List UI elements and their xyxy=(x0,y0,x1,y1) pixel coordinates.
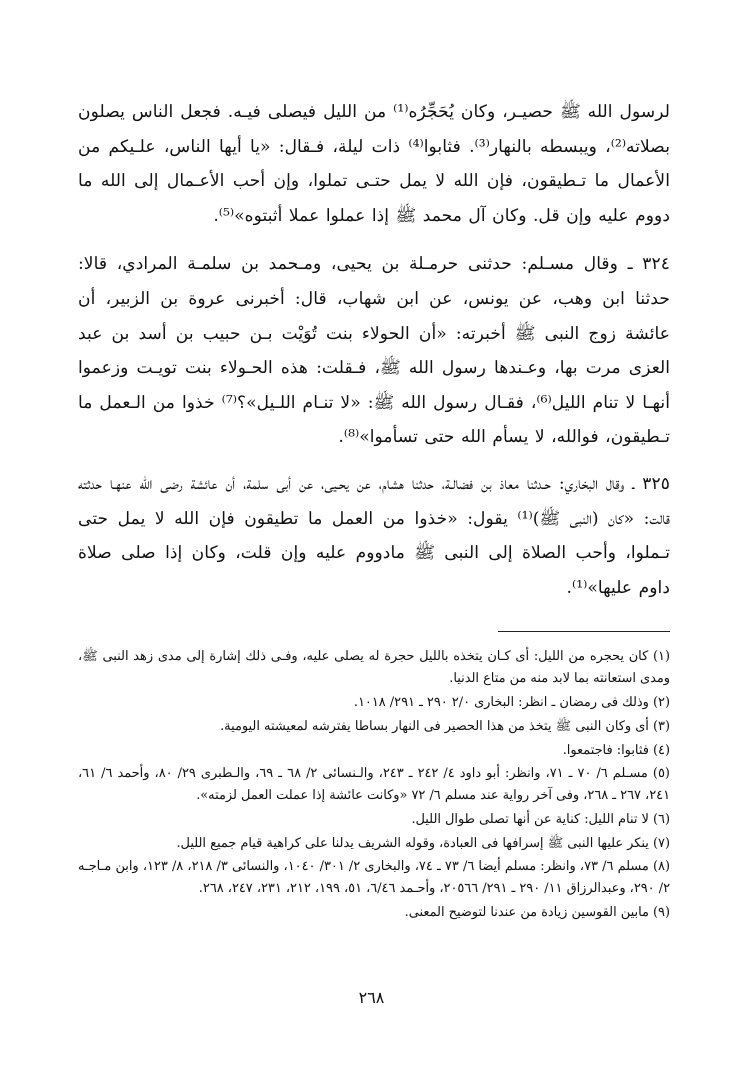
footnotes xyxy=(78,646,670,924)
footnote-5: (٥) مسـلم ٦/ ٧٠ ـ ٧١، وانظر: أبو داود ٤/ ٢٤٢ ـ ٢٤٣، والـنسائى ٢/ ٦٨ ـ ٦٩، والـطبرى ٢٩/ ٨٠، وأحمد ٦/ ٦١، ٢٤١، ٢٦٧ ـ ٢٦٨، وفى آخر رواية عند مسلم ٦/ ٧٢ «وكانت عائشة إذا عملت العمل لزمته». xyxy=(78,766,670,804)
footnote-divider xyxy=(498,631,670,632)
page-content xyxy=(78,95,670,926)
footnote-3: (٣) أى وكان النبى ﷺ يتخذ من هذا الحصير فى النهار بساطا يفترشه لمعيشته اليومية. xyxy=(220,718,670,734)
page-number: ٢٦٨ xyxy=(358,988,385,1007)
footnote-8: (٨) مسلم ٦/ ٧٣، وانظر: مسلم أيضا ٦/ ٧٣ ـ ٧٤، والبخارى ٢/ ٣٠١/ ١٠٤٠، والنسائى ٣/ ٢١٨، ٨/ ١٢٣، وابن مـاجـه ٢/ ٢٩٠، وعبدالرزاق ١١/ ٢٩٠ ـ ٢٩١/ ٢٠٥٦٦، وأحـمد ٦/٤٦، ٥١، ١٩٩، ٢١٢، ٢٣١، ٢٤٧، ٢٦٨. xyxy=(78,859,670,897)
footnote-7: (٧) ينكر عليها النبى ﷺ إسرافها فى العبادة، وقوله الشريف يدلنا على كراهية قيام جميع الليل. xyxy=(176,835,670,851)
footnote-9: (٩) مابين القوسين زيادة من عندنا لتوضيح المعنى. xyxy=(404,905,670,921)
body-paragraph-1: لرسول الله ﷺ حصيـر، وكان يُحَجِّرُه⁽¹⁾ من الليل فيصلى فيـه. فجعل الناس يصلون بصلاته⁽²⁾، ويبسطه بالنهار⁽³⁾. فثابوا⁽⁴⁾ ذات ليلة، فـقال: «يا أيها الناس، علـيكم من الأعمال ما تـطيقون، فإن الله لا يمل حتـى تملوا، وإن أحب الأعـمال إلى الله ما دووم عليه وإن قل. وكان آل محمد ﷺ إذا عملوا عملا أثبتوه»⁽⁵⁾. xyxy=(78,102,671,226)
footnote-6: (٦) لا تنام الليل: كناية عن أنها تصلى طوال الليل. xyxy=(411,811,670,827)
footnote-2: (٢) وذلك فى رمضان ـ انظر: البخارى ٢/٠ ٢٩٠ ـ ٢٩١/ ١٠١٨. xyxy=(353,694,670,710)
footnote-1: (١) كان يحجره من الليل: أى كـان يتخذه بالليل حجرة له يصلى عليه، وفـى ذلك إشارة إلى مدى زهد النبى ﷺ، ومدى استعانته بما لابد منه من متاع الدنيا. xyxy=(78,649,670,687)
footnote-4: (٤) فثابوا: فاجتمعوا. xyxy=(562,742,670,758)
hadith-325-paragraph: ٣٢٥ ـ وقال البخاري: حـدثنا معاذ بن فضالـة، حدثنا هشام، عن يحـيى، عن أبى سلمة، أن عائشة رضى الله عنهـا حدثته قالت: «كان (النبى ﷺ)⁽¹⁾ يقول: «خذوا من العمل ما تطيقون فإن الله لا يمل حتى تـملوا، وأحب الصلاة إلى النبى ﷺ مادووم عليه وإن قلت، وكان إذا صلى صلاة داوم عليها»⁽¹⁾. xyxy=(78,473,670,598)
hadith-324-paragraph: ٣٢٤ ـ وقال مسـلم: حدثنى حرمـلة بن يحيى، ومـحمد بن سلمـة المرادي، قالا: حدثنا ابن وهب، عن يونس، عن ابن شهاب، قال: أخبرنى عروة بن الزبير، أن عائشة زوج النبى ﷺ أخبرته: «أن الحولاء بنت تُوَيْت بـن حبيب بن أسد بن عبد العزى مرت بها، وعـندها رسول الله ﷺ، فـقلت: هذه الحـولاء بنت تويـت وزعموا أنهـا لا تنام الليل⁽⁶⁾، فقـال رسول الله ﷺ: «لا تنـام اللـيل»؟⁽⁷⁾ خذوا من الـعمل ما تـطيقون، فوالله، لا يسأم الله حتى تسأموا»⁽⁸⁾. xyxy=(78,254,670,448)
